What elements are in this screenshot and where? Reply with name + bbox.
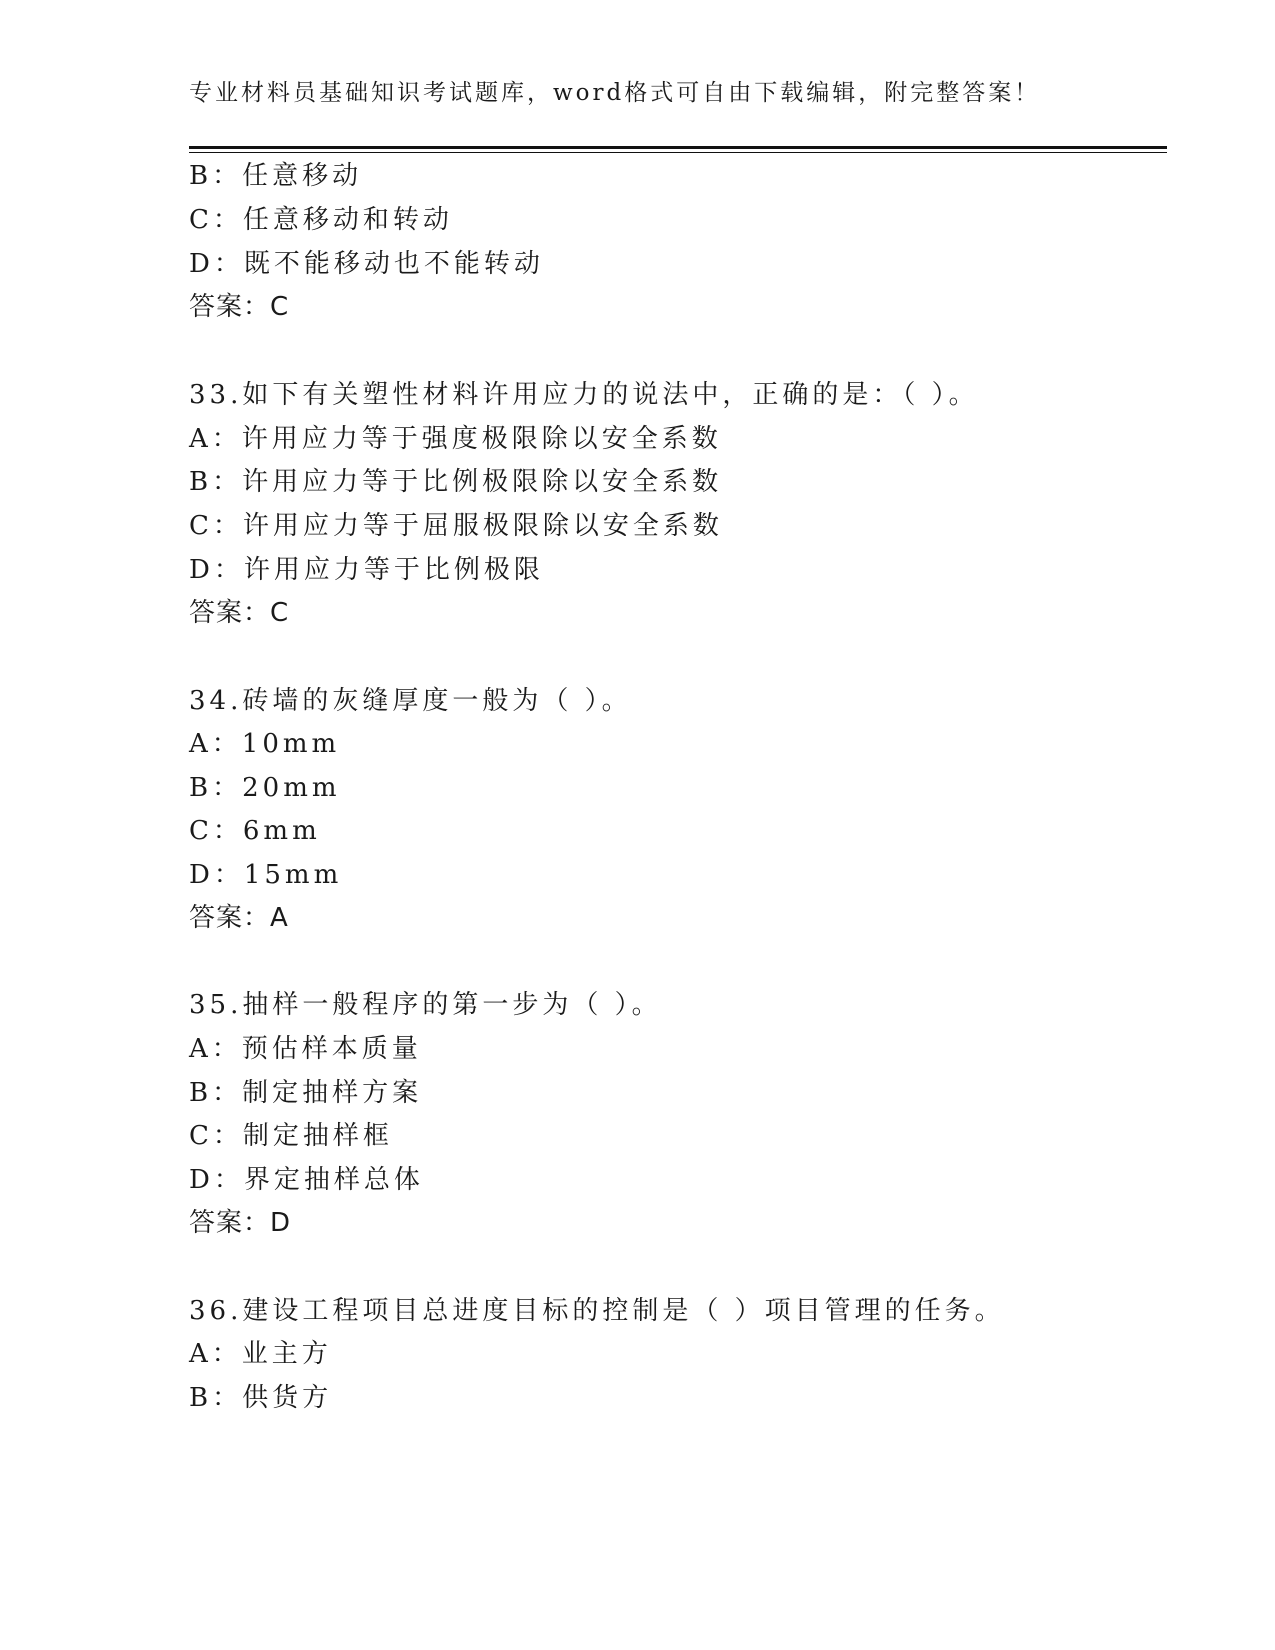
- question-stem: 34.砖墙的灰缝厚度一般为（ ）。: [189, 686, 632, 716]
- option-line: B：制定抽样方案: [189, 1078, 423, 1108]
- option-line: B：许用应力等于比例极限除以安全系数: [189, 467, 723, 497]
- question-stem: 33.如下有关塑性材料许用应力的说法中，正确的是：（ ）。: [189, 380, 979, 410]
- option-line: C：任意移动和转动: [189, 205, 453, 235]
- option-line: D：许用应力等于比例极限: [189, 555, 544, 585]
- option-line: B：任意移动: [189, 161, 363, 191]
- option-line: C：制定抽样框: [189, 1121, 393, 1151]
- answer-line: 答案：C: [189, 292, 290, 322]
- document-header: 专业材料员基础知识考试题库，word格式可自由下载编辑，附完整答案！: [189, 80, 1041, 106]
- option-line: D：15mm: [189, 860, 343, 890]
- option-line: B：20mm: [189, 773, 341, 803]
- answer-line: 答案：C: [189, 598, 290, 628]
- answer-line: 答案：A: [189, 903, 289, 933]
- option-line: C：许用应力等于屈服极限除以安全系数: [189, 511, 723, 541]
- question-stem: 36.建设工程项目总进度目标的控制是（ ）项目管理的任务。: [189, 1296, 1005, 1326]
- option-line: A：许用应力等于强度极限除以安全系数: [189, 424, 722, 454]
- answer-line: 答案：D: [189, 1208, 292, 1238]
- option-line: A：10mm: [189, 729, 341, 759]
- option-line: C：6mm: [189, 816, 321, 846]
- option-line: D：既不能移动也不能转动: [189, 249, 544, 279]
- question-stem: 35.抽样一般程序的第一步为（ ）。: [189, 990, 662, 1020]
- option-line: D：界定抽样总体: [189, 1165, 424, 1195]
- header-rule-thin: [189, 152, 1167, 153]
- option-line: A：预估样本质量: [189, 1034, 422, 1064]
- option-line: A：业主方: [189, 1339, 332, 1369]
- option-line: B：供货方: [189, 1383, 333, 1413]
- header-rule-thick: [189, 146, 1167, 149]
